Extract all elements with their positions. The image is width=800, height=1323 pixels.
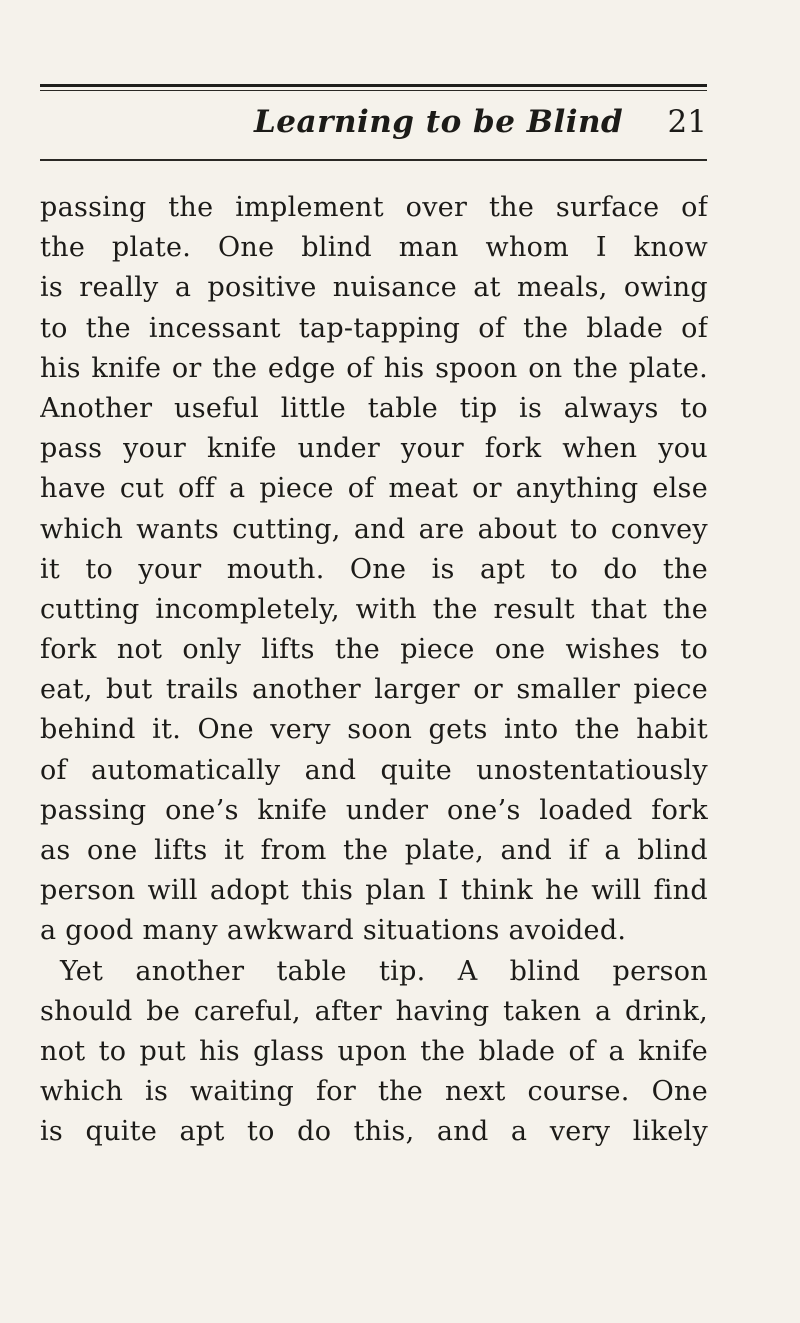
text-line: passing one’s knife under one’s loaded fork <box>40 794 708 826</box>
text-line: which is waiting for the next course. One <box>40 1076 708 1108</box>
text-line: not to put his glass upon the blade of a knife <box>40 1035 708 1067</box>
text-line: of automatically and quite unostentatiously <box>40 754 708 786</box>
running-title: Learning to be Blind <box>254 104 624 140</box>
text-line: Another useful little table tip is always to <box>40 392 708 424</box>
header-top-thin-rule <box>40 90 707 91</box>
header-bottom-rule <box>40 159 707 161</box>
text-line: have cut off a piece of meat or anything else <box>40 473 708 505</box>
text-line: which wants cutting, and are about to convey <box>40 513 708 545</box>
text-line: his knife or the edge of his spoon on the plate. <box>40 352 708 384</box>
text-line: fork not only lifts the piece one wishes to <box>40 634 708 666</box>
text-line: person will adopt this plan I think he will find <box>40 875 708 907</box>
text-line: a good many awkward situations avoided. <box>40 915 627 947</box>
text-line: it to your mouth. One is apt to do the <box>40 553 708 585</box>
text-line: Yet another table tip. A blind person <box>60 955 708 987</box>
text-line: behind it. One very soon gets into the habit <box>40 714 708 746</box>
text-line: passing the implement over the surface of <box>40 192 708 223</box>
body-text <box>40 188 708 1153</box>
text-line: cutting incompletely, with the result that the <box>40 593 708 625</box>
text-line: eat, but trails another larger or smaller piece <box>40 674 708 706</box>
text-line: to the incessant tap-tapping of the blade of <box>40 312 708 344</box>
text-line: pass your knife under your fork when you <box>40 433 708 465</box>
text-line: the plate. One blind man whom I know <box>40 232 708 264</box>
text-line: as one lifts it from the plate, and if a blind <box>40 835 708 866</box>
page-number: 21 <box>667 104 707 140</box>
page-header <box>40 104 707 154</box>
text-line: is really a positive nuisance at meals, owing <box>40 272 708 304</box>
header-top-rule <box>40 84 707 87</box>
text-line: should be careful, after having taken a drink, <box>40 995 708 1027</box>
text-line: is quite apt to do this, and a very likely <box>40 1116 708 1148</box>
